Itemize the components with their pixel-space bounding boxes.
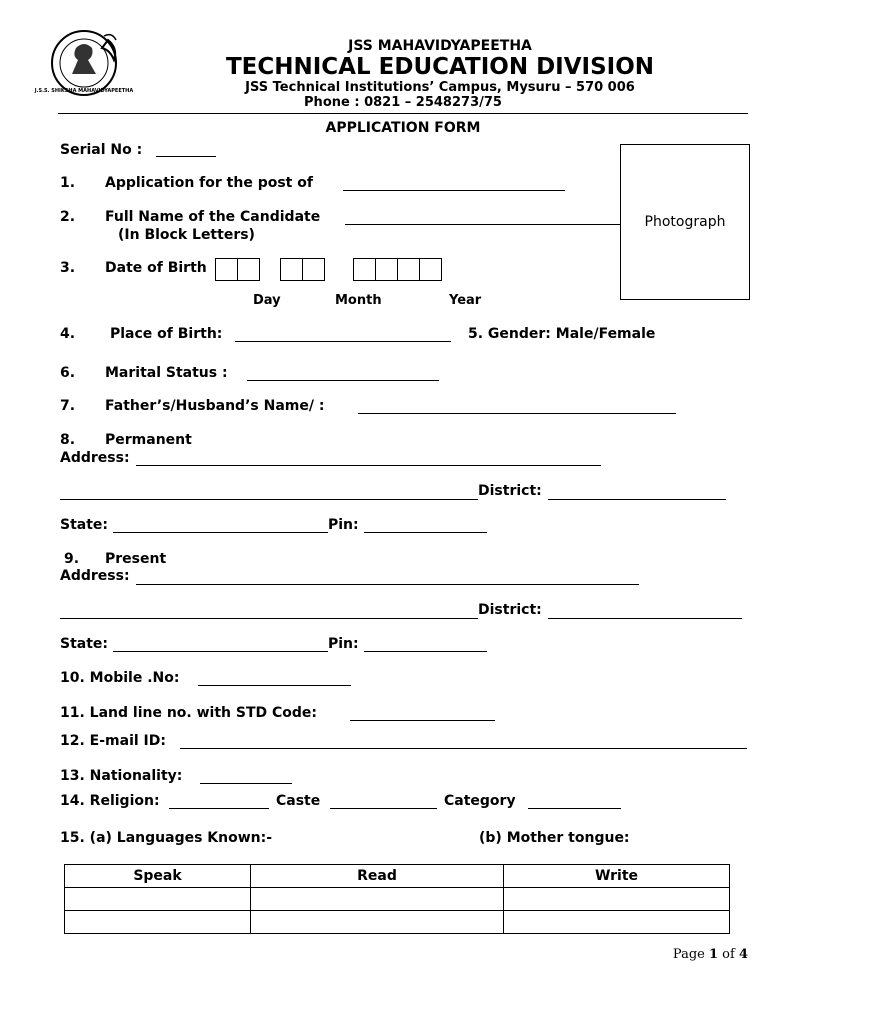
table-cell[interactable] [251, 888, 504, 911]
q14-label: 14. Religion: [60, 793, 160, 809]
table-cell[interactable] [251, 911, 504, 934]
present-pin-field[interactable] [364, 651, 487, 652]
q2-sublabel: (In Block Letters) [118, 227, 255, 243]
table-row [65, 911, 730, 934]
caste-field[interactable] [330, 808, 437, 809]
table-cell[interactable] [504, 888, 730, 911]
email-field[interactable] [180, 748, 747, 749]
org-name: JSS MAHAVIDYAPEETHA [348, 38, 532, 54]
table-row [65, 888, 730, 911]
read-header: Read [251, 865, 504, 888]
total-pages: 4 [738, 947, 748, 962]
q1-number: 1. [60, 175, 76, 191]
q2-number: 2. [60, 209, 76, 225]
table-header-row [65, 865, 730, 888]
write-header: Write [504, 865, 730, 888]
q3-label: Date of Birth [105, 260, 207, 276]
present-district-field[interactable] [548, 618, 742, 619]
table-cell[interactable] [504, 911, 730, 934]
header-rule [58, 113, 748, 114]
q9-label: Present [105, 551, 167, 567]
category-field[interactable] [528, 808, 621, 809]
q12-label: 12. E-mail ID: [60, 733, 166, 749]
marital-status-field[interactable] [247, 380, 439, 381]
present-pin-label: Pin: [328, 636, 359, 652]
division-title: TECHNICAL EDUCATION DIVISION [225, 54, 655, 80]
dob-year-boxes[interactable] [353, 258, 441, 281]
permanent-address-line1[interactable] [136, 465, 601, 466]
present-district-label: District: [478, 602, 542, 618]
nationality-field[interactable] [200, 783, 292, 784]
present-address-line1[interactable] [136, 584, 639, 585]
q13-label: 13. Nationality: [60, 768, 183, 784]
present-state-field[interactable] [113, 651, 328, 652]
q8-label: Permanent [105, 432, 192, 448]
languages-table [64, 864, 730, 934]
religion-field[interactable] [169, 808, 269, 809]
form-title: APPLICATION FORM [325, 120, 481, 136]
dob-day-boxes[interactable] [215, 258, 259, 281]
permanent-district-field[interactable] [548, 499, 726, 500]
dob-year-label: Year [449, 293, 482, 308]
dob-month-boxes[interactable] [280, 258, 324, 281]
dob-month-label: Month [335, 293, 382, 308]
current-page: 1 [708, 947, 719, 962]
q8-number: 8. [60, 432, 76, 448]
q4-number: 4. [60, 326, 76, 342]
q1-label: Application for the post of [105, 175, 313, 191]
post-field[interactable] [343, 190, 565, 191]
q15b-label: (b) Mother tongue: [479, 830, 630, 846]
father-husband-name-field[interactable] [358, 413, 676, 414]
permanent-pin-label: Pin: [328, 517, 359, 533]
permanent-district-label: District: [478, 483, 542, 499]
table-cell[interactable] [65, 911, 251, 934]
q6-label: Marital Status : [105, 365, 228, 381]
category-label: Category [444, 793, 516, 809]
table-cell[interactable] [65, 888, 251, 911]
permanent-pin-field[interactable] [364, 532, 487, 533]
logo-caption: J.S.S. SHIKSHA MAHAVIDYAPEETHA [34, 88, 134, 94]
q11-label: 11. Land line no. with STD Code: [60, 705, 318, 721]
permanent-state-label: State: [60, 517, 109, 533]
place-of-birth-field[interactable] [235, 341, 451, 342]
q4-label: Place of Birth: [110, 326, 223, 342]
mobile-field[interactable] [198, 685, 351, 686]
q9-number: 9. [64, 551, 80, 567]
q6-number: 6. [60, 365, 76, 381]
q2-label: Full Name of the Candidate [105, 209, 321, 225]
serial-field[interactable] [156, 156, 216, 157]
speak-header: Speak [65, 865, 251, 888]
gender-label: 5. Gender: Male/Female [468, 326, 656, 342]
permanent-address-line2[interactable] [60, 499, 478, 500]
phone-number: Phone : 0821 – 2548273/75 [304, 95, 502, 110]
page-number [673, 947, 748, 962]
q7-label: Father’s/Husband’s Name/ : [105, 398, 325, 414]
caste-label: Caste [276, 793, 321, 809]
q9-address-label: Address: [60, 568, 130, 584]
q3-number: 3. [60, 260, 76, 276]
page-word: Page [672, 947, 705, 962]
present-address-line2[interactable] [60, 618, 478, 619]
of-word: of [722, 947, 735, 962]
photograph-label: Photograph [644, 214, 726, 230]
campus-address: JSS Technical Institutions’ Campus, Mysuru – 570 006 [245, 80, 635, 95]
photograph-box[interactable] [620, 144, 750, 300]
dob-day-label: Day [253, 293, 281, 308]
q8-address-label: Address: [60, 450, 130, 466]
present-state-label: State: [60, 636, 109, 652]
permanent-state-field[interactable] [113, 532, 328, 533]
full-name-field[interactable] [345, 224, 620, 225]
q7-number: 7. [60, 398, 76, 414]
q15a-label: 15. (a) Languages Known:- [60, 830, 273, 846]
serial-label: Serial No : [60, 142, 143, 158]
q10-label: 10. Mobile .No: [60, 670, 180, 686]
landline-field[interactable] [350, 720, 495, 721]
